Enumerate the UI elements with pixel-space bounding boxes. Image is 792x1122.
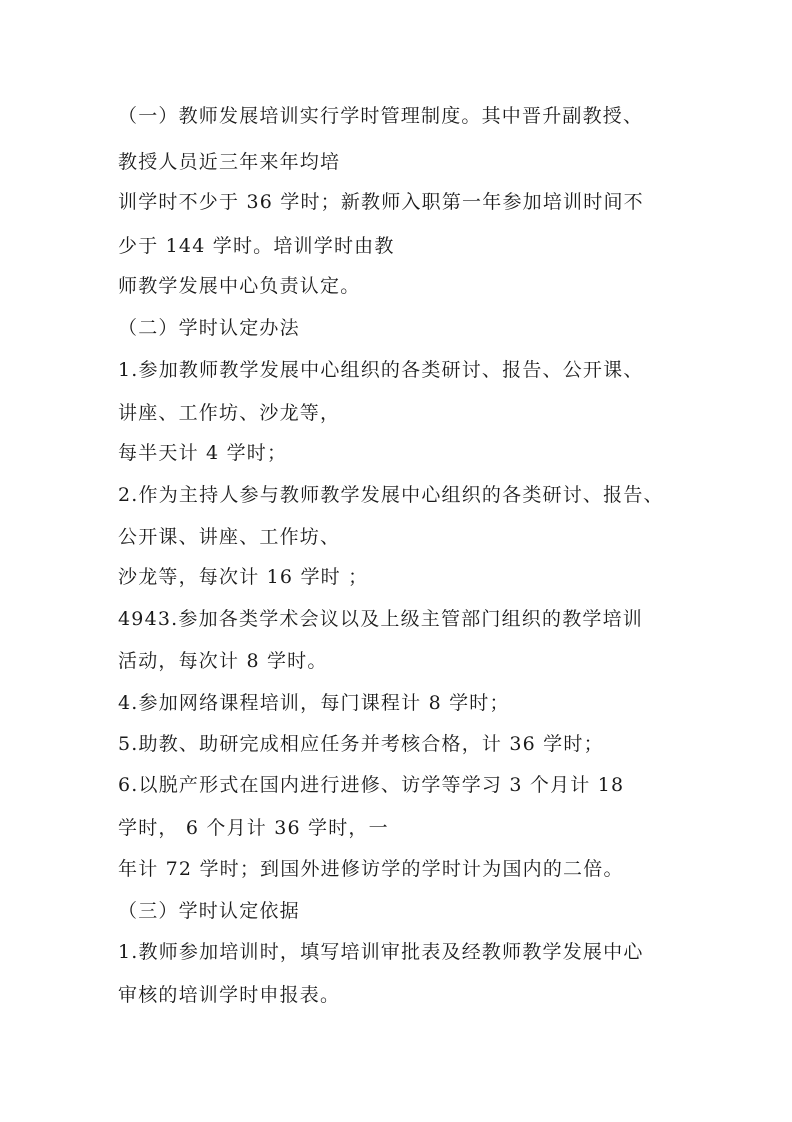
text-line: 公开课、讲座、工作坊、 (118, 526, 341, 548)
text-line: 学时， 6 个月计 36 学时，一 (118, 817, 389, 839)
text-line: 审核的培训学时申报表。 (118, 984, 341, 1006)
text-line: 1.教师参加培训时，填写培训审批表及经教师教学发展中心 (118, 941, 644, 963)
section-heading: （二）学时认定办法 (118, 317, 300, 339)
text-line: 师教学发展中心负责认定。 (118, 275, 361, 297)
text-line: 教授人员近三年来年均培 (118, 151, 341, 173)
text-line: 沙龙等，每次计 16 学时 ； (118, 566, 369, 588)
text-line: 年计 72 学时；到国外进修访学的学时计为国内的二倍。 (118, 858, 624, 880)
section-heading: （三）学时认定依据 (118, 900, 300, 922)
text-line: 2.作为主持人参与教师教学发展中心组织的各类研讨、报告、 (118, 484, 664, 506)
text-line: 少于 144 学时。培训学时由教 (118, 235, 395, 257)
text-line: 4943.参加各类学术会议以及上级主管部门组织的教学培训 (118, 608, 643, 630)
text-line: 6.以脱产形式在国内进行进修、访学等学习 3 个月计 18 (118, 774, 625, 796)
text-line: 4.参加网络课程培训，每门课程计 8 学时； (118, 692, 510, 714)
text-line: 训学时不少于 36 学时；新教师入职第一年参加培训时间不 (118, 191, 644, 213)
text-line: 5.助教、助研完成相应任务并考核合格，计 36 学时； (118, 733, 604, 755)
text-line: 每半天计 4 学时； (118, 442, 288, 464)
text-line: 1.参加教师教学发展中心组织的各类研讨、报告、公开课、 (118, 359, 644, 381)
text-line: 活动，每次计 8 学时。 (118, 650, 328, 672)
text-line: （一）教师发展培训实行学时管理制度。其中晋升副教授、 (118, 105, 644, 127)
text-line: 讲座、工作坊、沙龙等， (118, 402, 341, 424)
